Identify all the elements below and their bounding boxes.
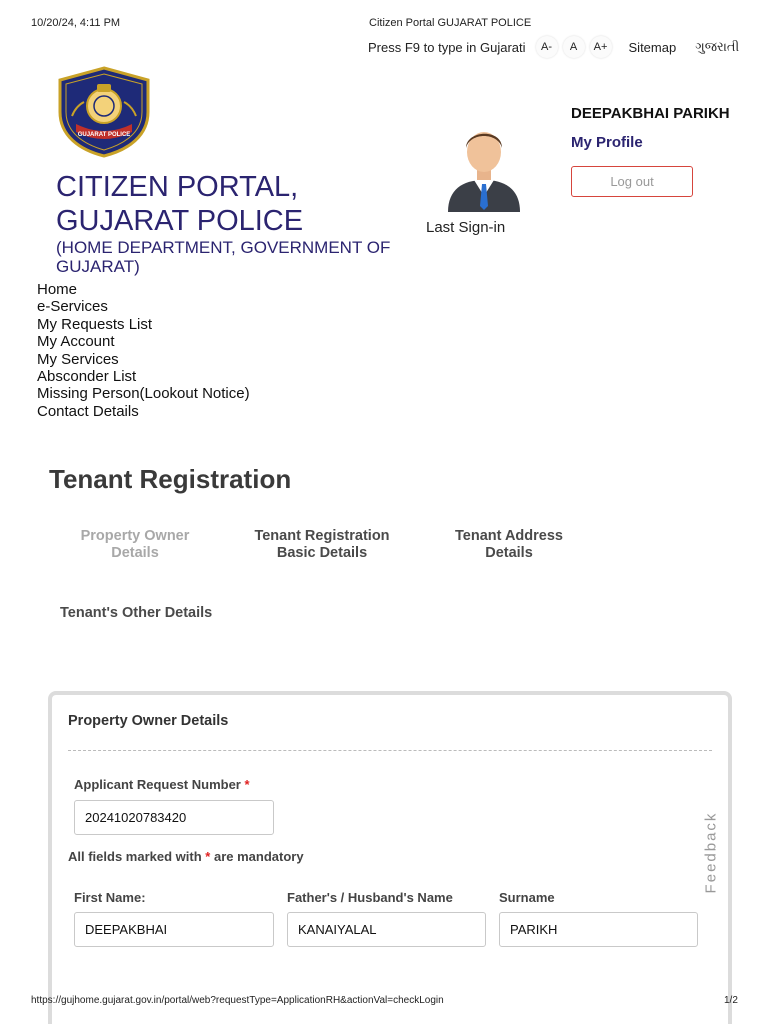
step-label-line2: Basic Details (276, 545, 368, 561)
step-label-line2: Details (485, 545, 533, 561)
property-owner-card (48, 691, 732, 1024)
portal-title (56, 170, 303, 238)
user-avatar-icon (444, 122, 524, 212)
nav-item-my-services[interactable]: My Services (37, 350, 119, 368)
applicant-request-number-input[interactable] (74, 800, 274, 835)
mandatory-note (68, 849, 304, 864)
surname-input[interactable] (499, 912, 698, 947)
nav-item-my-account[interactable]: My Account (37, 333, 115, 351)
nav-item-home[interactable]: Home (37, 281, 78, 298)
applicant-request-label-text: Applicant Request Number (74, 777, 241, 792)
step-label-line1: Tenant Registration (254, 528, 390, 544)
mandatory-note-prefix: All fields marked with (68, 849, 202, 864)
font-decrease-button[interactable]: A- (536, 36, 558, 58)
print-datetime: 10/20/24, 4:11 PM (31, 17, 121, 29)
print-page-number: 1/2 (724, 995, 738, 1006)
logout-button[interactable]: Log out (571, 166, 693, 197)
print-url: https://gujhome.gujarat.gov.in/portal/web?requestType=ApplicationRH&actionVal=checkLogin (31, 995, 444, 1006)
step-label-line1: Tenant Address (455, 528, 563, 544)
step-tenant-other-details[interactable]: Tenant's Other Details (60, 605, 213, 621)
last-signin-label: Last Sign-in (426, 219, 506, 236)
font-normal-button[interactable]: A (563, 36, 585, 58)
first-name-input[interactable] (74, 912, 274, 947)
portal-title-line2: GUJARAT POLICE (56, 205, 304, 237)
page-heading: Tenant Registration (49, 464, 292, 494)
feedback-label: Feedback (702, 811, 720, 893)
mandatory-note-suffix: are mandatory (213, 849, 304, 864)
step-tenant-address-details[interactable] (440, 528, 578, 562)
section-title: Property Owner Details (68, 713, 229, 729)
user-name: DEEPAKBHAI PARIKH (571, 105, 730, 122)
required-marker: * (205, 849, 211, 864)
step-property-owner-details[interactable] (70, 528, 200, 562)
feedback-tab[interactable] (696, 806, 726, 898)
gujarati-typing-hint: Press F9 to type in Gujarati (368, 39, 526, 55)
sitemap-link[interactable]: Sitemap (628, 39, 677, 55)
my-profile-link[interactable]: My Profile (571, 134, 643, 151)
step-label-line2: Details (111, 545, 159, 561)
step-label-line1: Property Owner (80, 528, 190, 544)
portal-subtitle: (HOME DEPARTMENT, GOVERNMENT OF GUJARAT) (56, 238, 391, 276)
nav-item-missing-person[interactable]: Missing Person(Lookout Notice) (37, 385, 250, 403)
utility-bar (368, 36, 739, 58)
nav-item-my-requests-list[interactable]: My Requests List (37, 315, 153, 333)
nav-item-contact-details[interactable]: Contact Details (37, 402, 139, 420)
nav-item-e-services[interactable]: e-Services (37, 298, 108, 316)
first-name-label: First Name: (74, 890, 146, 905)
gujarati-language-link[interactable]: ગુજરાતી (695, 39, 740, 54)
main-navigation (37, 281, 250, 420)
required-marker: * (244, 777, 250, 792)
applicant-request-label (74, 777, 250, 792)
step-tenant-registration-basic-details[interactable] (244, 528, 400, 562)
print-page-title: Citizen Portal GUJARAT POLICE (369, 17, 532, 29)
father-husband-name-input[interactable] (287, 912, 486, 947)
font-increase-button[interactable]: A+ (590, 36, 612, 58)
father-husband-name-label: Father's / Husband's Name (287, 890, 453, 905)
nav-item-absconder-list[interactable]: Absconder List (37, 368, 137, 386)
portal-title-line1: CITIZEN PORTAL, (56, 171, 299, 203)
gujarat-police-logo[interactable] (54, 66, 154, 158)
section-divider (68, 750, 712, 751)
surname-label: Surname (499, 890, 555, 905)
logo-text: GUJARAT POLICE (77, 132, 131, 138)
